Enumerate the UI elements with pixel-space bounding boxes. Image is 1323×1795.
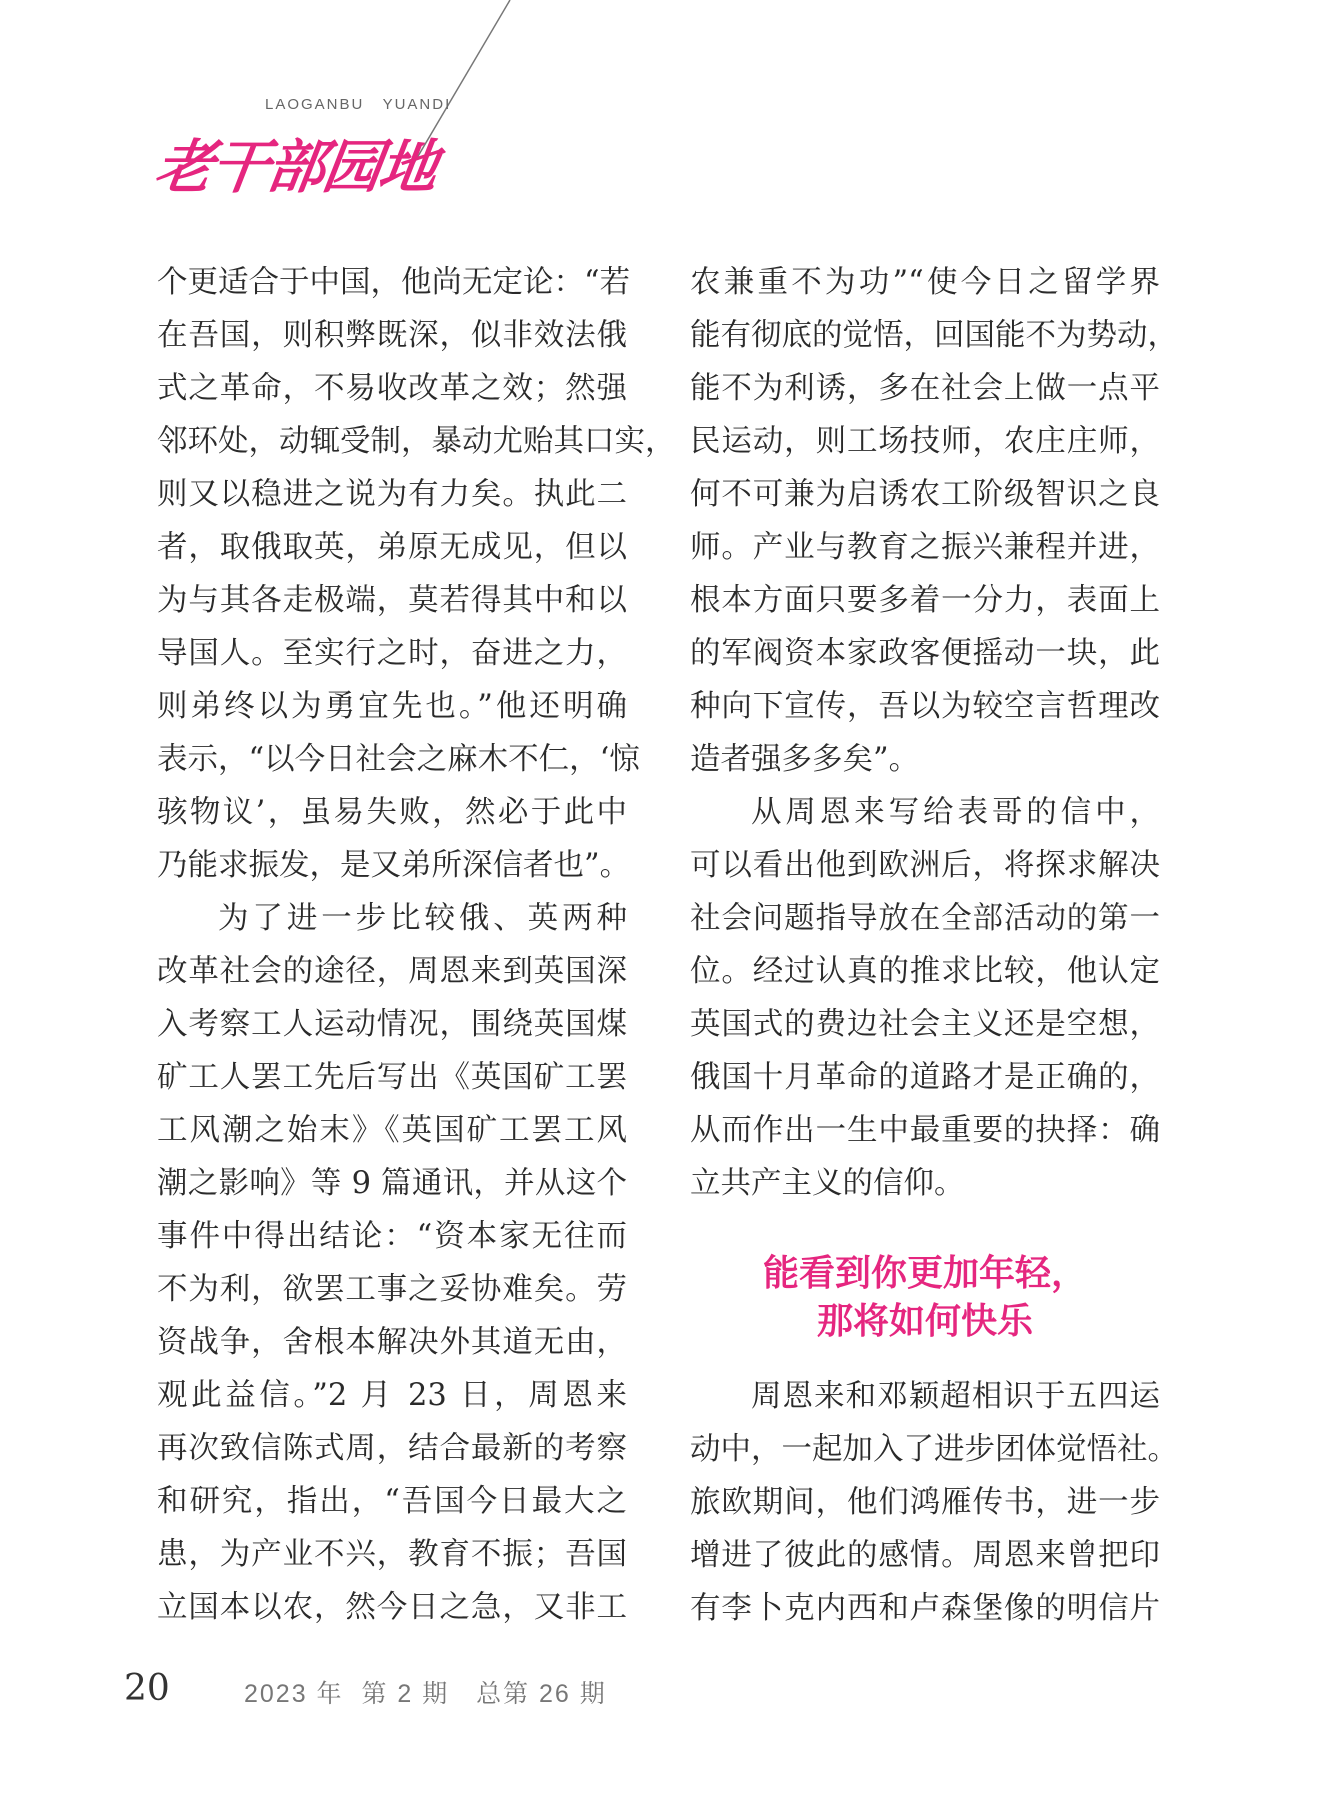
text-line: 造者强多多矣”。 [690, 742, 920, 777]
text-line: 观此益信。”2 月 23 日，周恩来 [157, 1378, 627, 1413]
text-line: 再次致信陈式周，结合最新的考察 [157, 1431, 627, 1466]
text-line: 在吾国，则积弊既深，似非效法俄 [157, 318, 627, 353]
right-column [690, 256, 1178, 1210]
text-line: 资战争，舍根本解决外其道无由， [157, 1325, 627, 1360]
left-column [157, 256, 676, 1634]
text-line: 入考察工人运动情况，围绕英国煤 [157, 1007, 627, 1042]
issue-info: 2023 年 第 2 期 总第 26 期 [244, 1680, 607, 1708]
text-line: 个更适合于中国，他尚无定论：“若 [157, 265, 631, 300]
text-line: 立国本以农，然今日之急，又非工 [157, 1590, 627, 1625]
text-line: 式之革命，不易收改革之效；然强 [157, 371, 627, 406]
text-line: 增进了彼此的感情。周恩来曾把印 [690, 1538, 1160, 1573]
text-line: 工风潮之始末》《英国矿工罢工风 [157, 1113, 627, 1148]
text-line: 种向下宣传，吾以为较空言哲理改 [690, 689, 1160, 724]
text-line: 导国人。至实行之时，奋进之力， [157, 636, 627, 671]
text-line: 患，为产业不兴，教育不振；吾国 [157, 1537, 627, 1572]
text-line: 民运动，则工场技师，农庄庄师， [690, 424, 1160, 459]
text-line: 位。经过认真的推求比较，他认定 [690, 954, 1160, 989]
text-line: 英国式的费边社会主义还是空想， [690, 1007, 1160, 1042]
text-line: 表示，“以今日社会之麻木不仁，‘惊 [157, 742, 640, 777]
text-line: 为与其各走极端，莫若得其中和以 [157, 583, 627, 618]
text-line: 为了进一步比较俄、英两种 [218, 901, 627, 936]
text-line: 何不可兼为启诱农工阶级智识之良 [690, 477, 1160, 512]
page-number: 20 [124, 1668, 170, 1709]
text-line: 师。产业与教育之振兴兼程并进， [690, 530, 1160, 565]
text-line: 改革社会的途径，周恩来到英国深 [157, 954, 627, 989]
text-line: 能不为利诱，多在社会上做一点平 [690, 371, 1160, 406]
right-column-section-2 [690, 1370, 1178, 1635]
text-line: 农兼重不为功”“使今日之留学界 [690, 265, 1160, 300]
text-line: 根本方面只要多着一分力，表面上 [690, 583, 1160, 618]
text-line: 从周恩来写给表哥的信中， [751, 795, 1160, 830]
text-line: 周恩来和邓颖超相识于五四运 [751, 1379, 1160, 1414]
text-line: 潮之影响》等 9 篇通讯，并从这个 [157, 1166, 627, 1201]
text-line: 则弟终以为勇宜先也。”他还明确 [157, 689, 627, 724]
text-line: 从而作出一生中最重要的抉择：确 [690, 1113, 1160, 1148]
text-line: 能有彻底的觉悟，回国能不为势动， [690, 318, 1178, 353]
text-line: 乃能求振发，是又弟所深信者也”。 [157, 848, 631, 883]
brand-english-name: LAOGANBU YUANDI [265, 96, 452, 113]
text-line: 动中，一起加入了进步团体觉悟社。 [690, 1432, 1178, 1467]
text-line: 矿工人罢工先后写出《英国矿工罢 [157, 1060, 627, 1095]
text-line: 骇物议’，虽易失败，然必于此中 [157, 795, 627, 830]
section-heading-line-2: 那将如何快乐 [816, 1301, 1033, 1342]
text-line: 者，取俄取英，弟原无成见，但以 [157, 530, 627, 565]
text-line: 社会问题指导放在全部活动的第一 [690, 901, 1160, 936]
text-line: 则又以稳进之说为有力矣。执此二 [157, 477, 627, 512]
brand-logo: 老干部园地 [150, 133, 441, 201]
text-line: 俄国十月革命的道路才是正确的， [690, 1060, 1160, 1095]
text-line: 事件中得出结论：“资本家无往而 [157, 1219, 627, 1254]
text-line: 立共产主义的信仰。 [690, 1166, 965, 1201]
text-line: 的军阀资本家政客便摇动一块，此 [690, 636, 1160, 671]
text-line: 旅欧期间，他们鸿雁传书，进一步 [690, 1485, 1160, 1520]
text-line: 有李卜克内西和卢森堡像的明信片 [690, 1591, 1160, 1626]
section-heading-line-1: 能看到你更加年轻， [762, 1253, 1087, 1294]
text-line: 可以看出他到欧洲后，将探求解决 [690, 848, 1160, 883]
section-heading [690, 1250, 1160, 1346]
text-line: 邻环处，动辄受制，暴动尤贻其口实， [157, 424, 676, 459]
text-line: 不为利，欲罢工事之妥协难矣。劳 [157, 1272, 627, 1307]
text-line: 和研究，指出，“吾国今日最大之 [157, 1484, 627, 1519]
